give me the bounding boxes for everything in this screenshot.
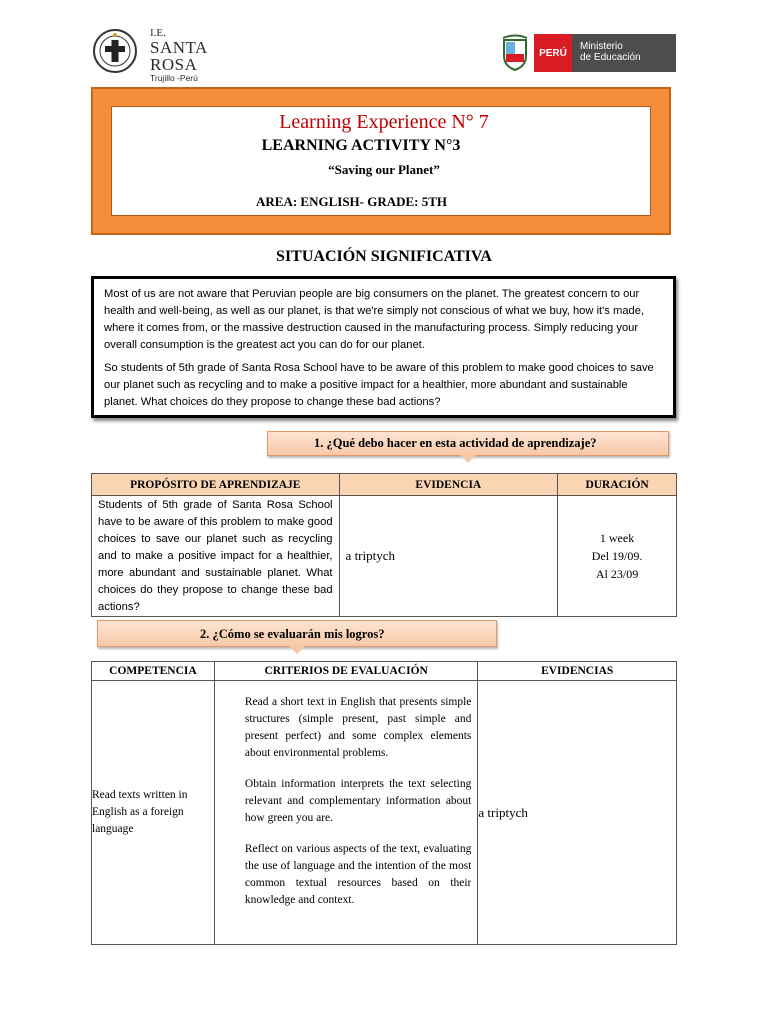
situation-paragraph-1: Most of us are not aware that Peruvian people are big consumers on the planet. The greatest concern to our health and well-being, as well as our planet, is that we're simply not conscious of what we buy, how it's made, where it comes from, or the massive destruction caused in the manufacturing process. Simply reducing your overall consumption is the greatest act you can do for our planet. [104, 288, 645, 351]
school-ie-label: I.E. [150, 27, 166, 39]
school-seal-icon [92, 28, 138, 74]
ministry-country-label: PERÚ [534, 34, 572, 72]
duration-line-3: Al 23/09 [595, 567, 639, 581]
evidences-header: EVIDENCIAS [478, 662, 677, 681]
situation-heading: SITUACIÓN SIGNIFICATIVA [276, 248, 492, 265]
purpose-cell [92, 496, 340, 617]
criteria-item-1: Read a short text in English that presents simple structures (simple present, past simple and present perfect) and some complex elements about environmental problems. [244, 696, 472, 759]
purpose-table-header-row [92, 474, 677, 496]
school-name-line1: SANTA [150, 38, 208, 57]
experience-title: Learning Experience N° 7 [279, 111, 489, 133]
school-name-line2: ROSA [150, 55, 198, 74]
table-row [92, 496, 677, 617]
duration-text [558, 529, 676, 583]
ministry-name-line1: Ministerio [580, 41, 623, 52]
evidence-header: EVIDENCIA [339, 474, 558, 496]
callout-how-evaluated: 2. ¿Cómo se evaluarán mis logros? [97, 620, 497, 647]
competence-header: COMPETENCIA [92, 662, 215, 681]
duration-line-1: 1 week [599, 531, 635, 545]
situation-box [91, 276, 676, 418]
criteria-header: CRITERIOS DE EVALUACIÓN [214, 662, 478, 681]
duration-header: DURACIÓN [558, 474, 677, 496]
evaluation-table-header-row [92, 662, 677, 681]
evidences-cell: a triptych [478, 681, 677, 945]
ministry-name-line2: de Educación [580, 52, 641, 63]
criteria-item-3: Reflect on various aspects of the text, evaluating the use of language and the intention of the most common textual resources based on their knowledge and context. [244, 843, 472, 906]
activity-title: LEARNING ACTIVITY N°3 [261, 137, 461, 154]
evidence-text: a triptych [345, 548, 396, 563]
situation-paragraph-2: So students of 5th grade of Santa Rosa School have to be aware of this problem to make good choices to save our planet such as recycling and to make a positive impact for a healthier, more abundant and sustainable planet. What choices do they propose to change these bad actions? [104, 362, 654, 408]
purpose-table [91, 473, 677, 617]
duration-cell [558, 496, 677, 617]
criteria-item-2: Obtain information interprets the text selecting relevant and complementary information about how green you are. [244, 778, 472, 824]
school-city: Trujillo -Perú [150, 73, 198, 83]
table-row [92, 681, 677, 945]
purpose-header: PROPÓSITO DE APRENDIZAJE [92, 474, 340, 496]
evidence-cell [339, 496, 558, 617]
callout-what-to-do: 1. ¿Qué debo hacer en esta actividad de aprendizaje? [267, 431, 669, 456]
school-logo [92, 24, 222, 83]
competence-cell: Read texts written in English as a foreign language [92, 681, 215, 945]
peru-shield-icon [500, 34, 530, 72]
duration-line-2: Del 19/09. [591, 549, 643, 563]
purpose-text: Students of 5th grade of Santa Rosa School have to be aware of this problem to make good choices to save our planet such as recycling and to make a positive impact for a healthier, more abundant and sustainable planet. What choices do they propose to change these bad actions? [98, 498, 333, 613]
evaluation-table [91, 661, 677, 945]
ministry-logo [500, 34, 676, 72]
area-grade-label: AREA: ENGLISH- GRADE: 5TH [256, 194, 448, 209]
criteria-cell [214, 681, 478, 945]
ministry-name [572, 34, 676, 72]
activity-subtitle: “Saving our Planet” [328, 162, 440, 177]
